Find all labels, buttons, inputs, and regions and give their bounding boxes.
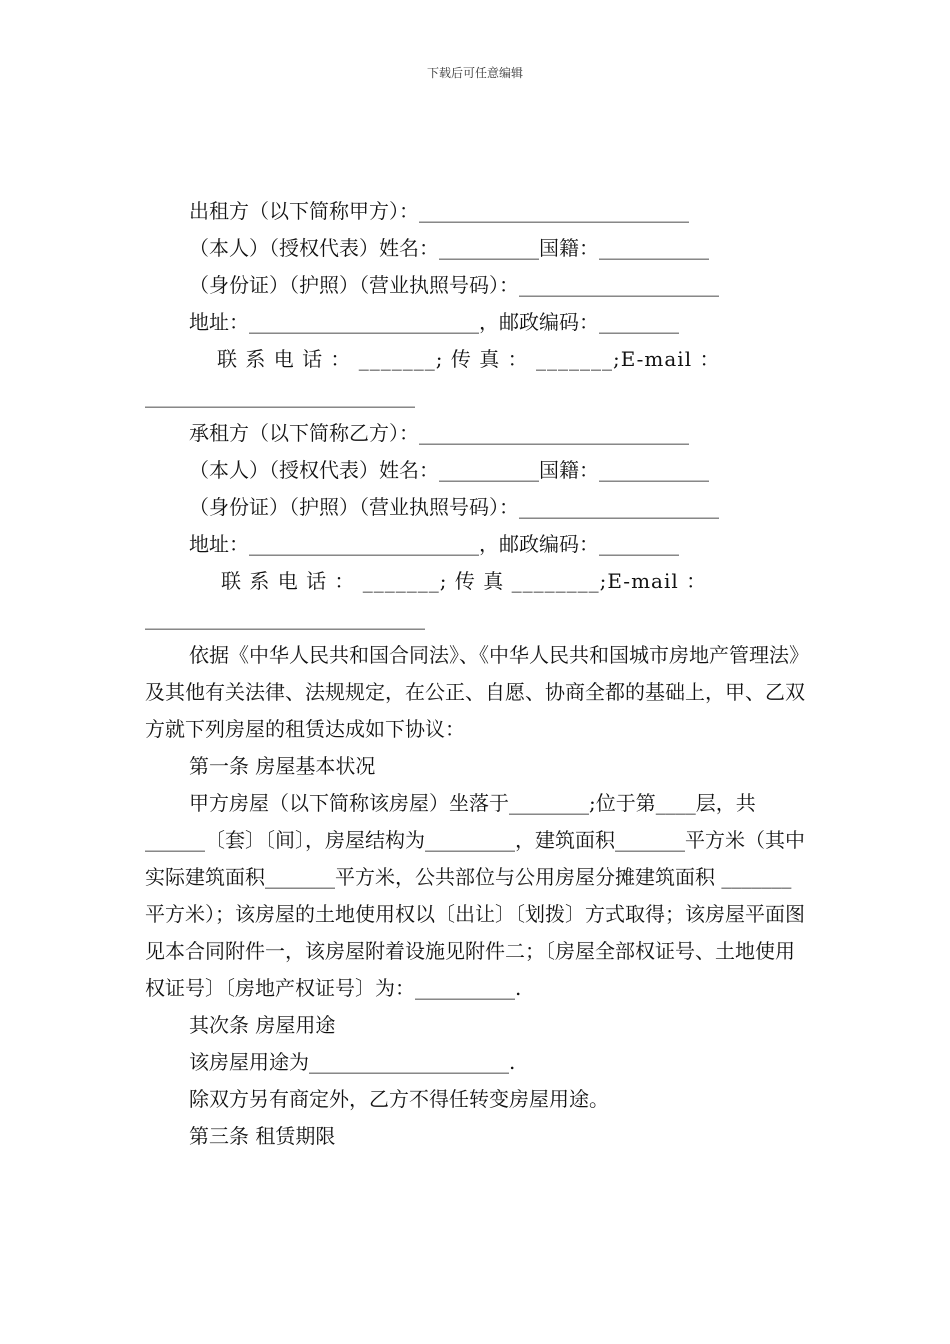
lessor-email-blank: ___________________________: [145, 384, 415, 408]
lessee-email-blank: ____________________________: [145, 606, 425, 630]
article-2-body-1: 该房屋用途为____________________.: [189, 1050, 516, 1074]
lessor-contact-line: 联 系 电 话 ： _______; 传 真 ： _______;E-mail ：: [217, 347, 721, 371]
lessee-name-nationality-line: （本人）（授权代表）姓名：__________国籍：___________: [189, 458, 709, 482]
article-2-title: 其次条 房屋用途: [189, 1013, 336, 1037]
contract-body: [145, 193, 805, 1155]
lessee-address-line: 地址：_______________________，邮政编码：________: [189, 532, 679, 556]
article-1-body: 甲方房屋（以下简称该房屋）坐落于________;位于第____层，共______〔套〕〔间〕，房屋结构为_________，建筑面积_______平方米（其中实际建筑面积_______平方米，公共部位与公用房屋分摊建筑面积 _______平方米）；该房屋的土地使用权以〔出让〕〔划拨〕方式取得；该房屋平面图见本合同附件一，该房屋附着设施见附件二；〔房屋全部权证号、土地使用权证号〕〔房地产权证号〕为：__________.: [145, 791, 805, 1000]
lessor-address-line: 地址：_______________________，邮政编码：________: [189, 310, 679, 334]
lessor-id-line: （身份证）（护照）（营业执照号码）：____________________: [189, 273, 719, 297]
lessee-party-line: 承租方（以下简称乙方）：___________________________: [189, 421, 689, 445]
lessor-name-nationality-line: （本人）（授权代表）姓名：__________国籍：___________: [189, 236, 709, 260]
article-2-body-2: 除双方另有商定外，乙方不得任转变房屋用途。: [189, 1087, 609, 1111]
lessee-id-line: （身份证）（护照）（营业执照号码）：____________________: [189, 495, 719, 519]
lessee-contact-line: 联 系 电 话 ： _______; 传 真 ________;E-mail ：: [221, 569, 708, 593]
article-1-title: 第一条 房屋基本状况: [189, 754, 376, 778]
intro-paragraph: 依据《中华人民共和国合同法》、《中华人民共和国城市房地产管理法》及其他有关法律、法规规定，在公正、自愿、协商全都的基础上，甲、乙双方就下列房屋的租赁达成如下协议：: [145, 643, 805, 741]
page-header-note: 下载后可任意编辑: [426, 66, 523, 80]
article-3-title: 第三条 租赁期限: [189, 1124, 336, 1148]
lessor-party-line: 出租方（以下简称甲方）：___________________________: [189, 199, 689, 223]
